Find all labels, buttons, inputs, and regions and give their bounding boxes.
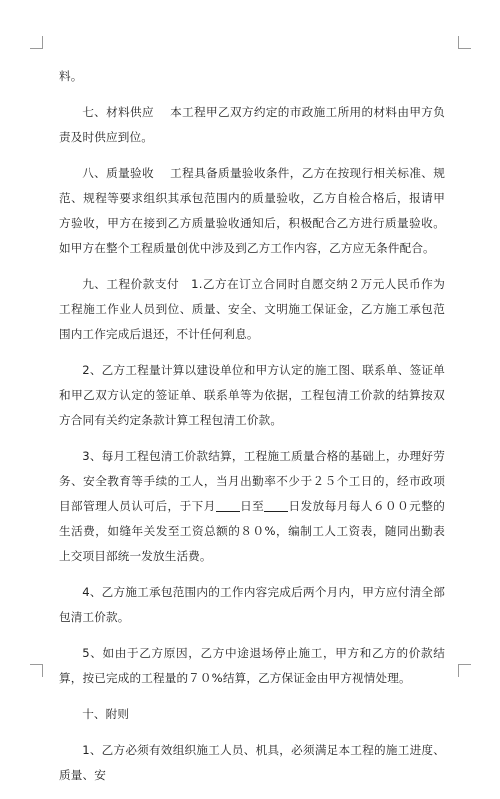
paragraph-text: 工程具备质量验收条件，乙方在按现行相关标准、规范、规程等要求组织其承包范围内的质量验收，乙方自检合格后，报请甲方验收，甲方在接到乙方质量验收通知后，积极配合乙方进行质量验收。如甲方在整个工程质量创优中涉及到乙方工作内容，乙方应无条件配合。 [59,166,446,255]
paragraph-early-exit [59,641,445,691]
paragraph-material-supply [59,100,445,150]
section-heading: 九、工程价款支付 [82,277,180,291]
crop-mark-top-left [30,36,43,49]
section-heading: 十、附则 [82,707,130,721]
paragraph-appendix-item-1 [59,738,445,788]
section-heading: 七、材料供应 [82,105,154,119]
paragraph-payment [59,272,445,347]
paragraph-continuation [59,64,445,89]
paragraph-monthly-settlement [59,444,445,569]
paragraph-text: 4、乙方施工承包范围内的工作内容完成后两个月内，甲方应付清全部包清工价款。 [59,585,445,624]
paragraph-quality-acceptance [59,161,445,261]
paragraph-quantity-calculation [59,358,445,433]
paragraph-text: 1、乙方必须有效组织施工人员、机具，必须满足本工程的施工进度、质量、安 [59,743,445,782]
paragraph-final-payment [59,580,445,630]
section-heading: 八、质量验收 [82,166,154,180]
crop-mark-bottom-left [30,664,43,677]
paragraph-text: 日发放每月每人６００元整的生活费，如缝年关发至工资总额的８０%，编制工人工资表，随同出勤表上交项目部统一发放生活费。 [59,499,445,563]
blank-field [216,498,240,512]
paragraph-text: 5、如由于乙方原因，乙方中途退场停止施工，甲方和乙方的价款结算，按已完成的工程量的７０%结算，乙方保证金由甲方视情处理。 [59,646,445,685]
paragraph-text: 本工程甲乙双方约定的市政施工所用的材料由甲方负责及时供应到位。 [59,105,446,144]
document-body [59,64,445,799]
paragraph-text: 1.乙方在订立合同时自愿交纳２万元人民币作为工程施工作业人员到位、质量、安全、文明施工保证金，乙方施工承包范围内工作完成后退还，不计任何利息。 [59,277,445,341]
paragraph-text: 料。 [59,69,83,83]
paragraph-text: 2、乙方工程量计算以建设单位和甲方认定的施工图、联系单、签证单和甲乙双方认定的签证单、联系单等为依据，工程包清工价款的结算按双方合同有关约定条款计算工程包清工价款。 [59,363,445,427]
paragraph-text: 3、每月工程包清工价款结算，工程施工质量合格的基础上，办理好劳务、安全教育等手续的工人，当月出勤率不少于２５个工日的，经市政项目部管理人员认可后，于下月 [59,449,445,513]
crop-mark-top-right [458,36,471,49]
section-heading-appendix [59,702,445,727]
blank-field [264,498,288,512]
paragraph-text: 日至 [239,499,265,513]
crop-mark-bottom-right [458,664,471,677]
